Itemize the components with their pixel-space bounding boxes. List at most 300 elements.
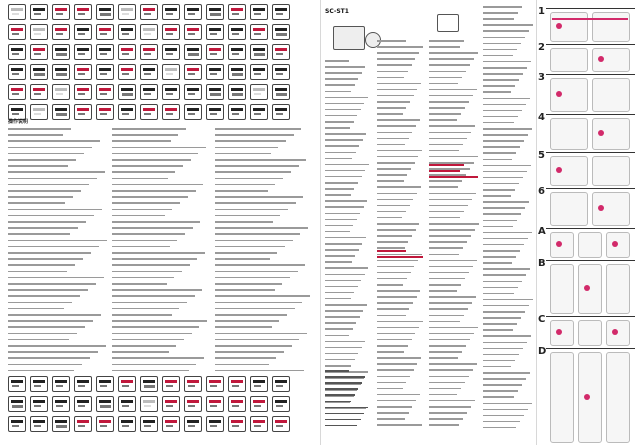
lcd-display-thumbnail <box>118 104 136 120</box>
text-line <box>8 246 99 248</box>
text-line <box>429 315 464 317</box>
text-line <box>377 144 405 146</box>
text-line <box>325 72 362 74</box>
lcd-display-thumbnail <box>74 24 92 40</box>
lcd-display-thumbnail <box>74 396 92 412</box>
text-line <box>377 296 417 298</box>
text-line <box>215 165 299 167</box>
lcd-display-thumbnail <box>52 104 70 120</box>
lcd-display-thumbnail <box>206 376 224 392</box>
lcd-display-thumbnail <box>184 64 202 80</box>
text-line <box>429 156 478 158</box>
text-line <box>8 271 67 273</box>
lcd-display-thumbnail <box>140 84 158 100</box>
highlight-marker <box>556 167 562 173</box>
text-line <box>377 132 412 134</box>
text-line <box>377 64 412 66</box>
text-line <box>215 283 282 285</box>
lcd-display-thumbnail <box>30 24 48 40</box>
text-line <box>112 190 196 192</box>
step-label: 5 <box>538 150 545 161</box>
lcd-display-thumbnail <box>140 4 158 20</box>
text-line <box>377 101 410 103</box>
text-line <box>377 83 421 85</box>
lcd-display-thumbnail <box>272 84 290 100</box>
text-line <box>429 345 466 347</box>
lcd-display-thumbnail <box>8 376 26 392</box>
text-line <box>325 127 350 129</box>
text-line <box>325 97 368 99</box>
lcd-display-thumbnail <box>96 64 114 80</box>
text-line <box>377 156 418 158</box>
text-line <box>483 128 532 130</box>
text-line <box>325 200 367 202</box>
lcd-display-thumbnail <box>30 396 48 412</box>
illustration <box>592 156 630 186</box>
text-line <box>483 305 529 307</box>
text-line <box>377 376 410 378</box>
lcd-display-thumbnail <box>118 84 136 100</box>
text-line <box>325 170 365 172</box>
text-line <box>377 394 420 396</box>
text-line <box>112 264 190 266</box>
lcd-display-thumbnail <box>250 44 268 60</box>
divider <box>536 0 537 445</box>
text-line <box>112 339 184 341</box>
text-line <box>112 233 185 235</box>
text-line <box>429 180 462 182</box>
text-line <box>429 89 477 91</box>
lcd-display-thumbnail <box>272 4 290 20</box>
illustration <box>578 320 602 346</box>
display-image <box>437 14 459 32</box>
text-line <box>377 250 406 252</box>
lcd-display-thumbnail <box>206 24 224 40</box>
text-line <box>215 184 275 186</box>
step-label: 6 <box>538 186 545 197</box>
text-line <box>483 67 527 69</box>
text-line <box>215 351 284 353</box>
text-line <box>325 322 356 324</box>
text-line <box>377 46 423 48</box>
text-line <box>8 227 78 229</box>
text-line <box>483 342 527 344</box>
lcd-display-thumbnail <box>206 396 224 412</box>
text-line <box>483 165 531 167</box>
text-line <box>325 407 368 409</box>
text-line <box>429 77 462 79</box>
text-line <box>215 339 299 341</box>
text-line <box>429 132 471 134</box>
lcd-display-thumbnail <box>52 396 70 412</box>
text-line <box>483 201 529 203</box>
text-line <box>483 256 516 258</box>
lcd-display-thumbnail <box>30 376 48 392</box>
text-line <box>429 107 465 109</box>
text-line <box>8 320 93 322</box>
lcd-display-thumbnail <box>96 4 114 20</box>
lcd-display-thumbnail <box>118 64 136 80</box>
illustration <box>606 320 630 346</box>
text-line <box>112 153 198 155</box>
text-line <box>8 364 82 366</box>
text-line <box>429 278 465 280</box>
text-line <box>325 341 365 343</box>
text-line <box>325 304 367 306</box>
illustration <box>550 118 588 150</box>
text-line <box>377 40 406 42</box>
text-line <box>483 207 525 209</box>
text-line <box>112 246 170 248</box>
text-line <box>429 412 467 414</box>
text-line <box>483 37 525 39</box>
lcd-display-thumbnail <box>140 24 158 40</box>
text-line <box>112 320 207 322</box>
text-line <box>483 317 521 319</box>
lcd-thumbnail-grid-bottom <box>8 376 291 432</box>
text-line <box>8 128 71 130</box>
text-line <box>8 134 63 136</box>
lcd-display-thumbnail <box>228 416 246 432</box>
text-line <box>429 235 471 237</box>
text-line <box>483 183 519 185</box>
text-line <box>325 225 353 227</box>
text-line <box>377 333 415 335</box>
text-line <box>429 46 460 48</box>
text-line <box>429 176 478 178</box>
text-line <box>8 289 88 291</box>
text-line <box>377 321 423 323</box>
text-line <box>215 147 278 149</box>
text-line <box>377 406 412 408</box>
text-line <box>377 119 420 121</box>
text-line <box>429 260 477 262</box>
text-line <box>325 91 351 93</box>
lcd-display-thumbnail <box>184 24 202 40</box>
text-line <box>429 333 474 335</box>
text-line <box>325 231 350 233</box>
lcd-display-thumbnail <box>74 84 92 100</box>
lcd-display-thumbnail <box>206 64 224 80</box>
text-line <box>483 378 526 380</box>
text-line <box>325 382 362 384</box>
lcd-display-thumbnail <box>74 44 92 60</box>
text-line <box>377 199 413 201</box>
text-line <box>429 164 464 166</box>
text-line <box>112 326 199 328</box>
text-line <box>215 333 307 335</box>
lcd-display-thumbnail <box>184 416 202 432</box>
lcd-display-thumbnail <box>184 396 202 412</box>
text-line <box>429 357 458 359</box>
text-line <box>325 274 365 276</box>
lcd-display-thumbnail <box>162 44 180 60</box>
text-line <box>377 229 416 231</box>
text-line <box>377 193 417 195</box>
text-line <box>429 351 462 353</box>
text-line <box>8 202 65 204</box>
step-rule <box>546 228 635 229</box>
text-line <box>483 366 511 368</box>
text-line <box>377 266 414 268</box>
text-line <box>215 153 271 155</box>
text-line <box>377 382 406 384</box>
step-rule <box>546 348 635 349</box>
model-heading: SC-ST1 <box>325 8 349 15</box>
text-line <box>429 290 457 292</box>
text-line <box>325 115 357 117</box>
text-line <box>377 351 404 353</box>
text-line <box>112 240 177 242</box>
illustration <box>578 232 602 258</box>
text-line <box>325 249 359 251</box>
text-line <box>325 133 366 135</box>
text-line <box>483 250 520 252</box>
text-line <box>483 146 520 148</box>
highlight-marker <box>556 91 562 97</box>
text-line <box>325 419 361 421</box>
text-line <box>112 258 197 260</box>
text-line <box>325 394 355 396</box>
text-line <box>215 196 303 198</box>
text-line <box>112 308 179 310</box>
text-line <box>429 186 458 188</box>
text-line <box>325 370 349 372</box>
highlight-marker <box>556 23 562 29</box>
text-line <box>429 327 478 329</box>
step-label: C <box>538 314 546 325</box>
lcd-display-thumbnail <box>30 416 48 432</box>
step-rule <box>546 260 635 261</box>
text-line <box>112 165 183 167</box>
text-line <box>377 369 414 371</box>
text-line <box>429 400 475 402</box>
text-line <box>377 339 412 341</box>
step-rule <box>546 74 635 75</box>
text-line <box>483 98 530 100</box>
illustration <box>550 264 574 314</box>
highlight-marker <box>598 130 604 136</box>
text-line <box>8 165 68 167</box>
lcd-display-thumbnail <box>250 64 268 80</box>
text-line <box>429 308 468 310</box>
lcd-display-thumbnail <box>184 104 202 120</box>
text-line <box>215 171 291 173</box>
text-line <box>215 364 269 366</box>
lcd-display-thumbnail <box>52 64 70 80</box>
lcd-display-thumbnail <box>184 84 202 100</box>
lcd-display-thumbnail <box>96 396 114 412</box>
text-line <box>215 209 288 211</box>
lcd-display-thumbnail <box>74 4 92 20</box>
lcd-display-thumbnail <box>8 44 26 60</box>
lcd-display-thumbnail <box>30 84 48 100</box>
text-line <box>429 170 460 172</box>
text-line <box>8 171 105 173</box>
step-label: A <box>538 226 546 237</box>
lcd-display-thumbnail <box>118 396 136 412</box>
text-line <box>325 164 369 166</box>
text-line <box>429 58 474 60</box>
text-line <box>215 326 272 328</box>
text-line <box>377 241 408 243</box>
text-line <box>8 140 100 142</box>
text-line <box>112 227 193 229</box>
text-line <box>483 91 511 93</box>
text-line <box>377 357 421 359</box>
text-line <box>483 79 519 81</box>
text-line <box>112 302 187 304</box>
lcd-display-thumbnail <box>250 104 268 120</box>
lcd-display-thumbnail <box>250 416 268 432</box>
text-line <box>377 180 404 182</box>
text-line <box>377 186 421 188</box>
text-line <box>483 329 513 331</box>
text-line <box>429 150 459 152</box>
text-line <box>112 351 169 353</box>
text-line <box>429 64 470 66</box>
text-line <box>8 295 80 297</box>
text-line <box>377 260 418 262</box>
text-line <box>429 211 464 213</box>
text-line <box>215 271 298 273</box>
text-line <box>429 52 478 54</box>
text-line <box>429 138 467 140</box>
text-line <box>483 274 526 276</box>
text-line <box>483 6 522 8</box>
lcd-display-thumbnail <box>30 64 48 80</box>
lcd-display-thumbnail <box>272 416 290 432</box>
text-line <box>483 171 527 173</box>
lcd-display-thumbnail <box>118 4 136 20</box>
text-line <box>429 95 473 97</box>
panel-english <box>325 0 535 445</box>
lcd-thumbnail-grid-top <box>8 4 291 120</box>
text-line <box>377 278 407 280</box>
text-line <box>325 152 356 154</box>
text-line <box>483 134 528 136</box>
text-line <box>483 104 526 106</box>
illustration <box>550 232 574 258</box>
text-line <box>377 162 415 164</box>
text-line <box>215 308 295 310</box>
lcd-display-thumbnail <box>74 64 92 80</box>
text-line <box>215 233 300 235</box>
text-line <box>377 424 422 426</box>
text-line <box>377 235 412 237</box>
step-rule <box>546 152 635 153</box>
text-line <box>8 357 90 359</box>
text-line <box>377 315 406 317</box>
lcd-display-thumbnail <box>96 44 114 60</box>
text-line <box>8 196 73 198</box>
lcd-display-thumbnail <box>52 24 70 40</box>
text-line <box>112 184 203 186</box>
text-line <box>325 425 357 427</box>
text-line <box>325 267 368 269</box>
text-line <box>483 384 522 386</box>
text-line <box>429 363 477 365</box>
text-line <box>377 71 408 73</box>
text-line <box>325 78 358 80</box>
lcd-display-thumbnail <box>228 104 246 120</box>
lcd-display-thumbnail <box>272 376 290 392</box>
text-line <box>483 12 518 14</box>
lcd-display-thumbnail <box>250 376 268 392</box>
text-line <box>215 190 268 192</box>
lcd-display-thumbnail <box>184 4 202 20</box>
text-line <box>325 388 358 390</box>
lcd-display-thumbnail <box>206 416 224 432</box>
highlight-marker <box>584 285 590 291</box>
text-line <box>483 287 518 289</box>
lcd-display-thumbnail <box>30 44 48 60</box>
text-line <box>483 73 523 75</box>
text-line <box>429 339 470 341</box>
text-line <box>429 302 472 304</box>
text-line <box>8 314 101 316</box>
text-line <box>112 295 195 297</box>
lcd-display-thumbnail <box>30 4 48 20</box>
text-line <box>429 113 461 115</box>
text-line <box>377 58 415 60</box>
text-line <box>215 302 302 304</box>
text-line <box>325 280 361 282</box>
text-line <box>483 323 517 325</box>
text-line <box>325 359 355 361</box>
text-line <box>325 103 364 105</box>
lcd-display-thumbnail <box>30 104 48 120</box>
text-line <box>325 182 358 184</box>
text-line <box>215 240 293 242</box>
lcd-display-thumbnail <box>206 44 224 60</box>
lcd-display-thumbnail <box>228 24 246 40</box>
text-line <box>483 360 515 362</box>
text-line <box>429 193 476 195</box>
lcd-display-thumbnail <box>74 376 92 392</box>
text-line <box>112 364 196 366</box>
lcd-display-thumbnail <box>206 4 224 20</box>
text-line <box>483 30 529 32</box>
text-line <box>8 345 106 347</box>
lcd-display-thumbnail <box>96 24 114 40</box>
text-line <box>215 215 280 217</box>
text-line <box>429 369 473 371</box>
text-line <box>325 365 351 367</box>
text-line <box>8 233 70 235</box>
step-label: 3 <box>538 72 545 83</box>
text-line <box>215 345 292 347</box>
text-line <box>429 424 459 426</box>
step-rule <box>546 188 635 189</box>
text-line <box>215 159 306 161</box>
text-line <box>112 209 172 211</box>
text-line <box>483 18 514 20</box>
lcd-display-thumbnail <box>74 104 92 120</box>
text-line <box>377 150 422 152</box>
text-line <box>325 261 352 263</box>
text-line <box>215 289 275 291</box>
text-line <box>429 272 469 274</box>
lcd-display-thumbnail <box>250 84 268 100</box>
lcd-display-thumbnail <box>250 396 268 412</box>
text-line <box>8 159 76 161</box>
step-label: B <box>538 258 546 269</box>
text-line <box>483 110 522 112</box>
highlight-marker <box>556 241 562 247</box>
lcd-display-thumbnail <box>96 416 114 432</box>
text-line <box>483 335 531 337</box>
